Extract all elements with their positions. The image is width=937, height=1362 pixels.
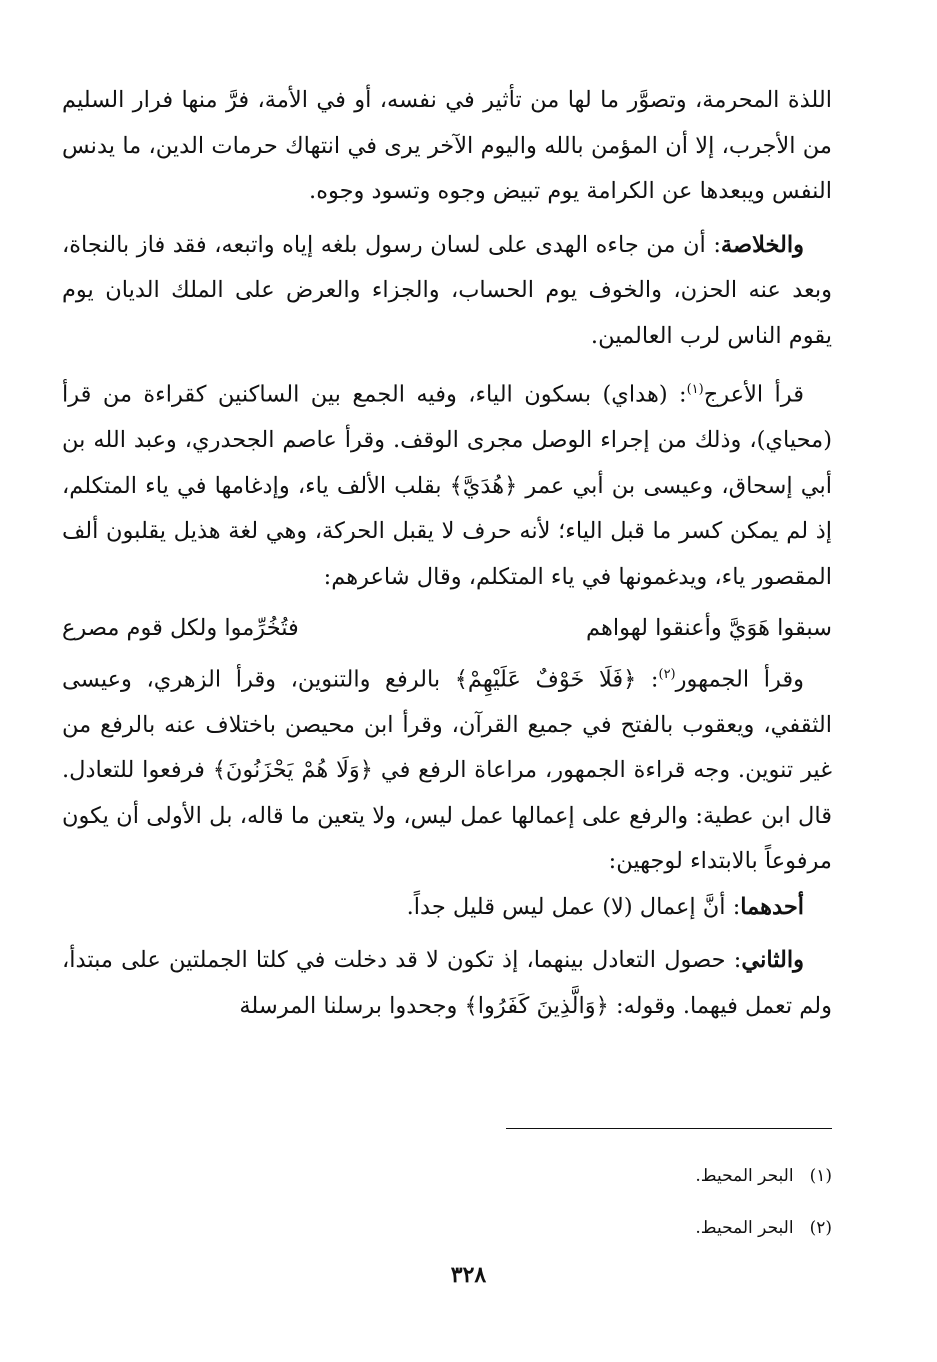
poetry-verse [62,606,832,652]
footnote-divider [506,1128,832,1129]
verse-hemistich-first: سبقوا هَوَيَّ وأعنقوا لهواهم [586,615,832,641]
paragraph-label: والثاني [741,947,804,973]
paragraph-intro [62,78,832,215]
footnote-item [62,1202,832,1254]
footnote-text: البحر المحيط. [695,1218,794,1238]
verse-hemistich-second: فتُخُرِّموا ولكل قوم مصرع [62,615,299,641]
footnote-number: (٢) [809,1218,832,1238]
paragraph-text: : ﴿فَلَا خَوْفٌ عَلَيْهِمْ﴾ بالرفع والتنوين، وقرأ الزهري، وعيسى الثقفي، ويعقوب بالفتح في جميع القرآن، وقرأ ابن محيصن باختلاف عنه بالرفع من غير تنوين. وجه قراءة الجمهور، مراعاة الرفع في ﴿وَلَا هُمْ يَحْزَنُونَ﴾ فرفعوا للتعادل. قال ابن عطية: والرفع على إعمالها عمل ليس، ولا يتعين ما قاله، بل الأولى أن يكون مرفوعاً بالابتداء لوجهين: [62,666,832,874]
paragraph-second-reason [62,938,832,1029]
paragraph-summary [62,223,832,360]
footnote-number: (١) [809,1166,832,1186]
paragraph-text: : (هداي) بسكون الياء، وفيه الجمع بين الساكنين كقراءة من قرأ (محياي)، وذلك من إجراء الوصل مجرى الوقف. وقرأ عاصم الجحدري، وعبد الله بن أبي إسحاق، وعيسى بن أبي عمر ﴿هُدَيَّ﴾ بقلب الألف ياء، وإدغامها في ياء المتكلم، إذ لم يمكن كسر ما قبل الياء؛ لأنه حرف لا يقبل الحركة، وهي لغة هذيل يقلبون ألف المقصور ياء، ويدغمونها في ياء المتكلم، وقال شاعرهم: [62,381,832,590]
paragraph-araj-reading [62,367,832,600]
paragraph-text: : أنَّ إعمال (لا) عمل ليس قليل جداً. [406,893,741,920]
footnotes [62,1150,832,1254]
paragraph-label: والخلاصة [720,231,804,258]
footnote-ref: (١) [686,382,704,397]
paragraph-text: : أن من جاءه الهدى على لسان رسول بلغه إياه واتبعه، فقد فاز بالنجاة، وبعد عنه الحزن، والخوف يوم الحساب، والجزاء والعرض على الملك الديان يوم يقوم الناس لرب العالمين. [62,231,832,349]
footnote-item [62,1150,832,1202]
paragraph-label: أحدهما [740,893,804,920]
paragraph-first-reason [62,885,832,931]
paragraph-lead: وقرأ الجمهور [675,666,804,692]
paragraph-jumhur-reading [62,652,832,885]
paragraph-text: : حصول التعادل بينهما، إذ تكون لا قد دخلت في كلتا الجملتين على مبتدأ، ولم تعمل فيهما. وقوله: ﴿وَالَّذِينَ كَفَرُوا﴾ وجحدوا برسلنا المرسلة [62,947,832,1019]
paragraph-lead: قرأ الأعرج [703,381,804,408]
paragraph-text: اللذة المحرمة، وتصوَّر ما لها من تأثير في نفسه، أو في الأمة، فرَّ منها فرار السليم من الأجرب، إلا أن المؤمن بالله واليوم الآخر يرى في انتهاك حرمات الدين، ما يدنس النفس ويبعدها عن الكرامة يوم تبيض وجوه وتسود وجوه. [62,87,832,204]
footnote-text: البحر المحيط. [695,1166,794,1186]
page-number: ٣٢٨ [450,1262,487,1288]
footnote-ref: (٢) [658,666,676,682]
